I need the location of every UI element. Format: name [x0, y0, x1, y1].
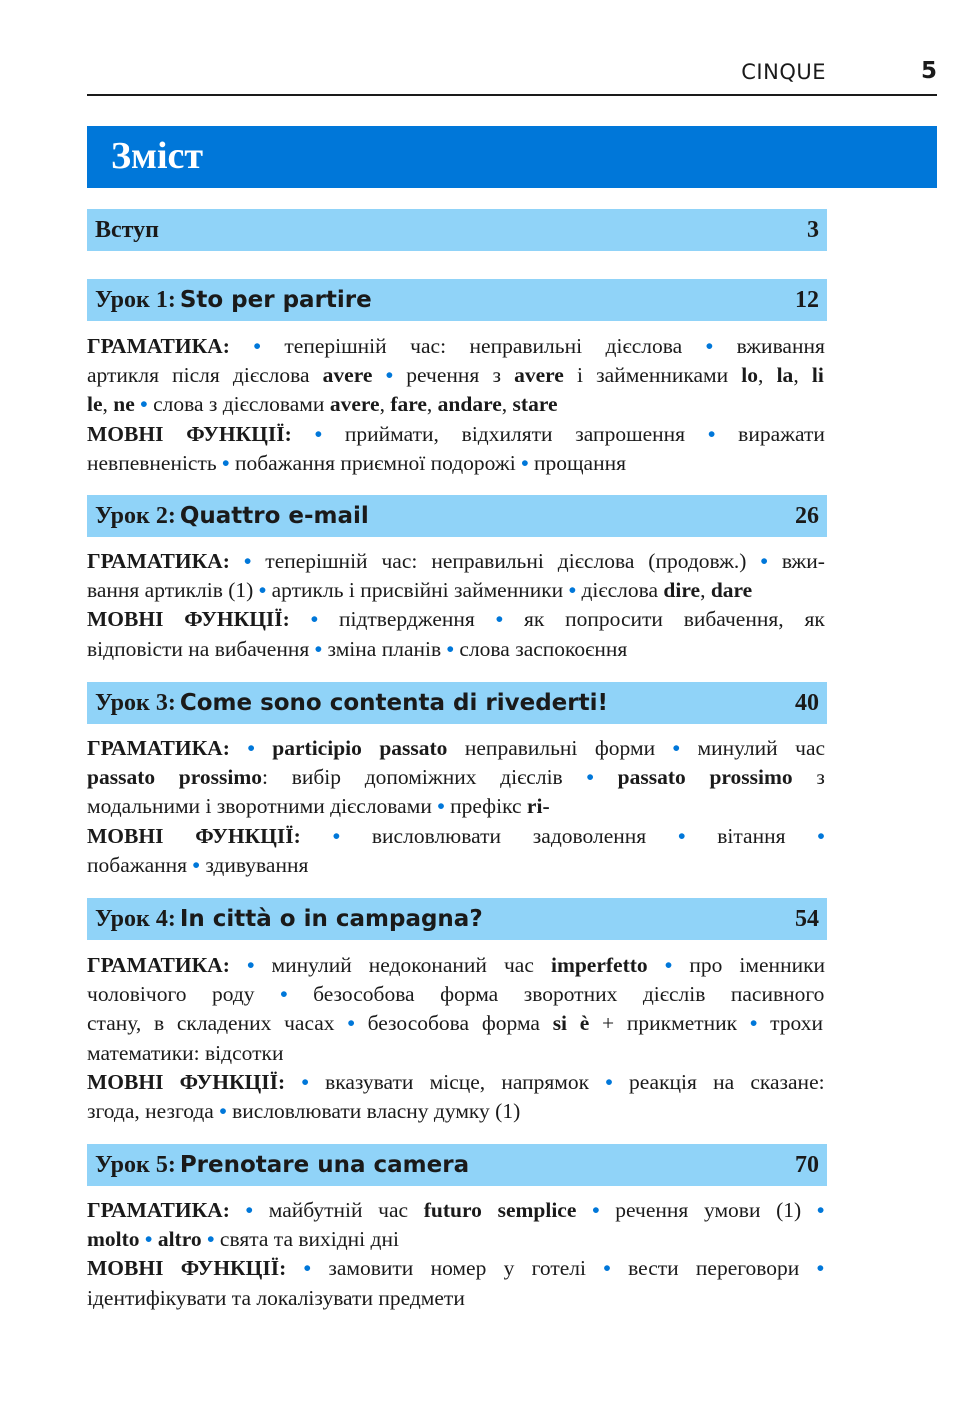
bold-term: avere: [322, 363, 373, 388]
lesson-1-summary: [87, 332, 827, 478]
bullet-icon: •: [707, 421, 716, 446]
summary-line: вання артиклів (1) • артикль і присвійні займенники • дієслова dire, dare: [87, 578, 753, 603]
bullet-icon: •: [495, 607, 504, 632]
entry-page: 12: [795, 287, 819, 313]
bullet-icon: •: [385, 363, 394, 388]
lesson-number: Урок 3:: [95, 690, 176, 716]
summary-line: ГРАМАТИКА: • теперішній час: неправильні дієслова (продовж.) • вжи-: [87, 549, 825, 573]
entry-label: [95, 1152, 469, 1179]
bold-term: ГРАМАТИКА:: [87, 1198, 230, 1222]
summary-line: МОВНІ ФУНКЦІЇ: • вказувати місце, напрямок • реакція на сказане:: [87, 1069, 825, 1094]
lesson-3-summary: [87, 734, 827, 880]
lesson-2-summary: [87, 547, 827, 664]
bullet-icon: •: [258, 578, 267, 603]
entry-label: Вступ: [95, 217, 159, 243]
summary-line: побажання • здивування: [87, 852, 309, 877]
lesson-number: Урок 1:: [95, 287, 176, 313]
entry-label: [95, 503, 369, 530]
bullet-icon: •: [605, 1069, 613, 1094]
entry-label: [95, 906, 483, 933]
summary-line: МОВНІ ФУНКЦІЇ: • замовити номер у готелі • вести переговори •: [87, 1256, 825, 1281]
bold-term: ГРАМАТИКА:: [87, 736, 230, 760]
bullet-icon: •: [446, 636, 455, 661]
bold-term: ГРАМАТИКА:: [87, 549, 230, 573]
entry-page: 54: [795, 906, 819, 932]
entry-page: 3: [807, 217, 819, 243]
summary-line: невпевненість • побажання приємної подорожі • прощання: [87, 450, 626, 475]
bullet-icon: •: [310, 607, 319, 632]
bold-term: dire: [663, 578, 701, 603]
toc-title-bar: [87, 126, 937, 188]
bullet-icon: •: [760, 549, 768, 573]
bold-term: МОВНІ ФУНКЦІЇ:: [87, 823, 301, 848]
summary-line: ідентифікувати та локалізувати предмети: [87, 1285, 465, 1310]
summary-line: згода, незгода • висловлювати власну думку (1): [87, 1099, 521, 1124]
summary-line: le, ne • слова з дієсловами avere, fare, andare, stare: [87, 392, 558, 417]
bold-term: ГРАМАТИКА:: [87, 334, 230, 358]
bullet-icon: •: [245, 1198, 254, 1222]
bullet-icon: •: [207, 1227, 215, 1252]
toc-entry-lesson-2[interactable]: [87, 495, 827, 537]
lesson-name: Come sono contenta di rivederti!: [179, 690, 608, 716]
bullet-icon: •: [816, 1198, 825, 1222]
bold-term: МОВНІ ФУНКЦІЇ:: [87, 607, 290, 632]
bold-term: le: [87, 392, 103, 417]
toc-entry-lesson-5[interactable]: [87, 1144, 827, 1186]
bullet-icon: •: [222, 450, 230, 475]
bold-term: МОВНІ ФУНКЦІЇ:: [87, 1256, 287, 1281]
summary-line: МОВНІ ФУНКЦІЇ: • приймати, відхиляти запрошення • виражати: [87, 421, 825, 446]
bold-term: stare: [512, 392, 558, 417]
bullet-icon: •: [247, 736, 255, 760]
bold-term: lo: [741, 363, 759, 388]
summary-line: МОВНІ ФУНКЦІЇ: • висловлювати задоволення • вітання •: [87, 823, 825, 848]
bold-term: imperfetto: [550, 953, 648, 977]
toc-entry-lesson-4[interactable]: [87, 898, 827, 940]
bullet-icon: •: [280, 982, 288, 1007]
running-head: [87, 58, 937, 96]
bold-term: molto: [87, 1227, 140, 1252]
bold-term: futuro semplice: [423, 1198, 577, 1222]
entry-page: 40: [795, 690, 819, 716]
bullet-icon: •: [677, 823, 686, 848]
bullet-icon: •: [705, 334, 714, 358]
toc-title: Зміст: [111, 135, 204, 177]
summary-line: чоловічого роду • безособова форма зворотних дієслів пасивного: [87, 982, 825, 1007]
bullet-icon: •: [332, 823, 341, 848]
lesson-number: Урок 2:: [95, 503, 176, 529]
bullet-icon: •: [301, 1069, 309, 1094]
lesson-name: Quattro e-mail: [179, 503, 369, 529]
toc-entry-intro[interactable]: [87, 209, 827, 251]
bold-term: avere: [329, 392, 380, 417]
summary-line: ГРАМАТИКА: • минулий недоконаний час imperfetto • про іменники: [87, 953, 826, 977]
bullet-icon: •: [219, 1099, 227, 1124]
entry-label: [95, 690, 608, 717]
bullet-icon: •: [568, 578, 577, 603]
bold-term: МОВНІ ФУНКЦІЇ:: [87, 1069, 286, 1094]
lesson-4-summary: [87, 951, 827, 1126]
bold-term: fare: [390, 392, 427, 417]
bullet-icon: •: [144, 1227, 153, 1252]
bold-term: andare: [437, 392, 502, 417]
bullet-icon: •: [243, 549, 252, 573]
page-number: 5: [920, 58, 937, 84]
bullet-icon: •: [303, 1256, 312, 1281]
bullet-icon: •: [749, 1011, 758, 1036]
bold-term: li: [811, 363, 824, 388]
toc-entry-lesson-3[interactable]: [87, 682, 827, 724]
lesson-number: Урок 5:: [95, 1152, 176, 1178]
bold-term: МОВНІ ФУНКЦІЇ:: [87, 421, 292, 446]
bullet-icon: •: [246, 953, 255, 977]
bold-term: ne: [113, 392, 135, 417]
bold-term: altro: [157, 1227, 202, 1252]
lesson-name: In città o in campagna?: [179, 906, 483, 932]
bullet-icon: •: [437, 794, 445, 819]
bullet-icon: •: [253, 334, 261, 358]
bullet-icon: •: [347, 1011, 355, 1036]
toc-entry-lesson-1[interactable]: [87, 279, 827, 321]
summary-line: відповісти на вибачення • зміна планів • слова заспокоєння: [87, 636, 628, 661]
summary-line: passato prossimo: вибір допоміжних дієслів • passato prossimo з: [87, 765, 825, 790]
summary-line: ГРАМАТИКА: • теперішній час: неправильні дієслова • вживання: [87, 334, 825, 358]
lesson-name: Sto per partire: [179, 287, 372, 313]
bullet-icon: •: [672, 736, 681, 760]
bullet-icon: •: [603, 1256, 611, 1281]
bullet-icon: •: [192, 852, 200, 877]
summary-line: ГРАМАТИКА: • майбутній час futuro semplice • речення умови (1) •: [87, 1198, 825, 1222]
bullet-icon: •: [816, 1256, 825, 1281]
summary-line: артикля після дієслова avere • речення з avere і займенниками lo, la, li: [87, 363, 824, 388]
summary-line: molto • altro • свята та вихідні дні: [87, 1227, 399, 1252]
bullet-icon: •: [817, 823, 825, 848]
lesson-name: Prenotare una camera: [179, 1152, 470, 1178]
bold-term: passato prossimo: [87, 765, 263, 790]
bullet-icon: •: [521, 450, 529, 475]
entry-label: [95, 287, 372, 314]
lesson-number: Урок 4:: [95, 906, 176, 932]
bold-term: ГРАМАТИКА:: [87, 953, 230, 977]
summary-line: ГРАМАТИКА: • participio passato неправильні форми • минулий час: [87, 736, 826, 760]
bullet-icon: •: [592, 1198, 600, 1222]
summary-line: математики: відсотки: [87, 1040, 284, 1065]
lesson-5-summary: [87, 1196, 827, 1313]
entry-page: 70: [795, 1152, 819, 1178]
bold-term: si è: [552, 1011, 590, 1036]
bullet-icon: •: [586, 765, 594, 790]
running-title: CINQUE: [741, 60, 826, 84]
entry-page: 26: [795, 503, 819, 529]
summary-line: стану, в складених часах • безособова форма si è + прикметник • трохи: [87, 1011, 824, 1036]
bold-term: participio passato: [272, 736, 448, 760]
bold-term: avere: [514, 363, 564, 388]
bold-term: ri-: [526, 794, 550, 819]
bullet-icon: •: [664, 953, 673, 977]
bullet-icon: •: [314, 421, 323, 446]
bold-term: la: [776, 363, 794, 388]
bullet-icon: •: [314, 636, 323, 661]
bold-term: passato prossimo: [617, 765, 793, 790]
bold-term: dare: [710, 578, 753, 603]
summary-line: модальними і зворотними дієсловами • префікс ri-: [87, 794, 550, 819]
summary-line: МОВНІ ФУНКЦІЇ: • підтвердження • як попросити вибачення, як: [87, 607, 825, 632]
bullet-icon: •: [140, 392, 148, 417]
